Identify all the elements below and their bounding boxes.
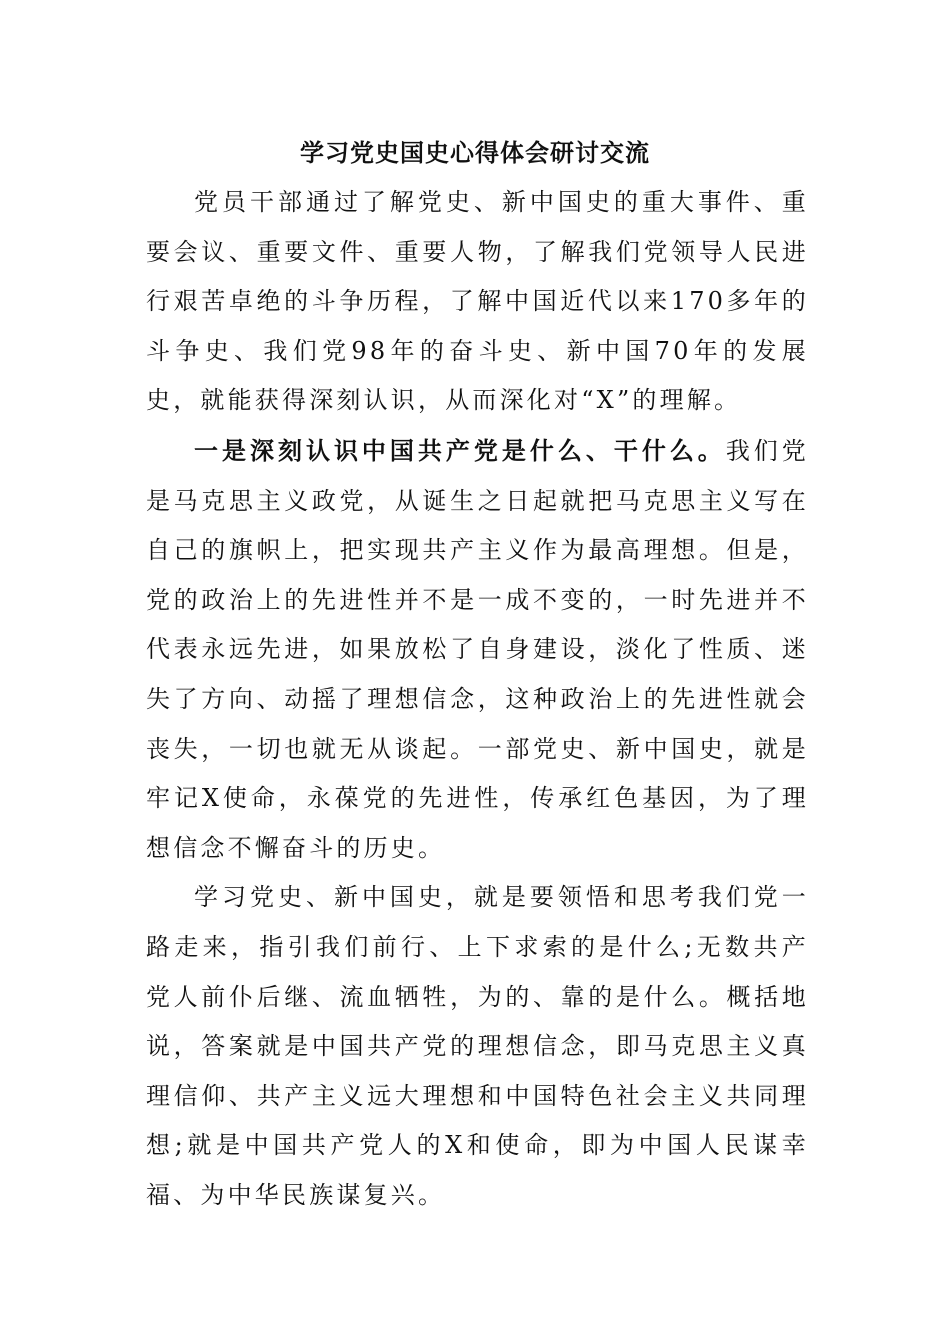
document-body: [146, 178, 809, 1220]
paragraph-1-text: 党员干部通过了解党史、新中国史的重大事件、重要会议、重要文件、重要人物，了解我们党领导人民进行艰苦卓绝的斗争历程，了解中国近代以来170多年的斗争史、我们党98年的奋斗史、新中国70年的发展史，就能获得深刻认识，从而深化对“X”的理解。: [146, 188, 809, 415]
paragraph-2-lead: 一是深刻认识中国共产党是什么、干什么。: [194, 435, 726, 465]
paragraph-3-text: 学习党史、新中国史，就是要领悟和思考我们党一路走来，指引我们前行、上下求索的是什么;无数共产党人前仆后继、流血牺牲，为的、靠的是什么。概括地说，答案就是中国共产党的理想信念，即马克思主义真理信仰、共产主义远大理想和中国特色社会主义共同理想;就是中国共产党人的X和使命，即为中国人民谋幸福、为中华民族谋复兴。: [146, 883, 809, 1209]
paragraph-2: [146, 426, 809, 873]
paragraph-2-text: 我们党是马克思主义政党，从诞生之日起就把马克思主义写在自己的旗帜上，把实现共产主义作为最高理想。但是，党的政治上的先进性并不是一成不变的，一时先进并不代表永远先进，如果放松了自身建设，淡化了性质、迷失了方向、动摇了理想信念，这种政治上的先进性就会丧失，一切也就无从谈起。一部党史、新中国史，就是牢记X使命，永葆党的先进性，传承红色基因，为了理想信念不懈奋斗的历史。: [146, 436, 809, 862]
paragraph-3: [146, 873, 809, 1220]
document-title: 学习党史国史心得体会研讨交流: [300, 138, 650, 167]
paragraph-1: [146, 178, 809, 426]
